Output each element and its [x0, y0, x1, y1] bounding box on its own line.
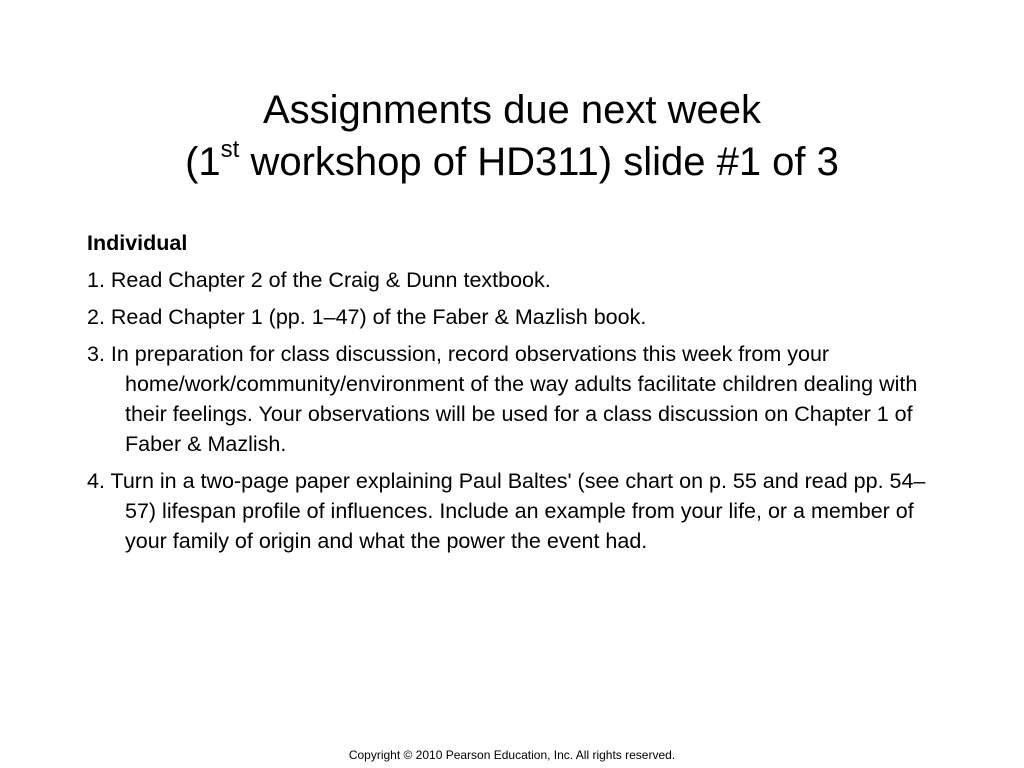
copyright-footer: Copyright © 2010 Pearson Education, Inc. All rights reserved.	[348, 748, 676, 762]
title-superscript: st	[220, 135, 240, 163]
list-item: 1. Read Chapter 2 of the Craig & Dunn textbook.	[87, 268, 551, 292]
list-item: 2. Read Chapter 1 (pp. 1–47) of the Faber & Mazlish book.	[87, 305, 647, 329]
assignment-list	[87, 265, 947, 556]
title-line-2-prefix: (1	[185, 140, 221, 184]
title-line-2	[0, 136, 1024, 188]
list-item: 4. Turn in a two-page paper explaining Paul Baltes' (see chart on p. 55 and read pp. 54–57) lifespan profile of influences. Include an example from your life, or a member of your family of origin and what the power the event had.	[87, 469, 926, 553]
title-line-1: Assignments due next week	[262, 88, 762, 132]
section-heading: Individual	[87, 231, 188, 255]
slide-body	[87, 228, 947, 563]
list-item: 3. In preparation for class discussion, record observations this week from your home/work/community/environment of the way adults facilitate children dealing with their feelings. Your observations will be used for a class discussion on Chapter 1 of Faber & Mazlish.	[87, 342, 918, 456]
title-line-2-suffix: workshop of HD311) slide #1 of 3	[239, 140, 839, 184]
slide-title	[0, 84, 1024, 188]
